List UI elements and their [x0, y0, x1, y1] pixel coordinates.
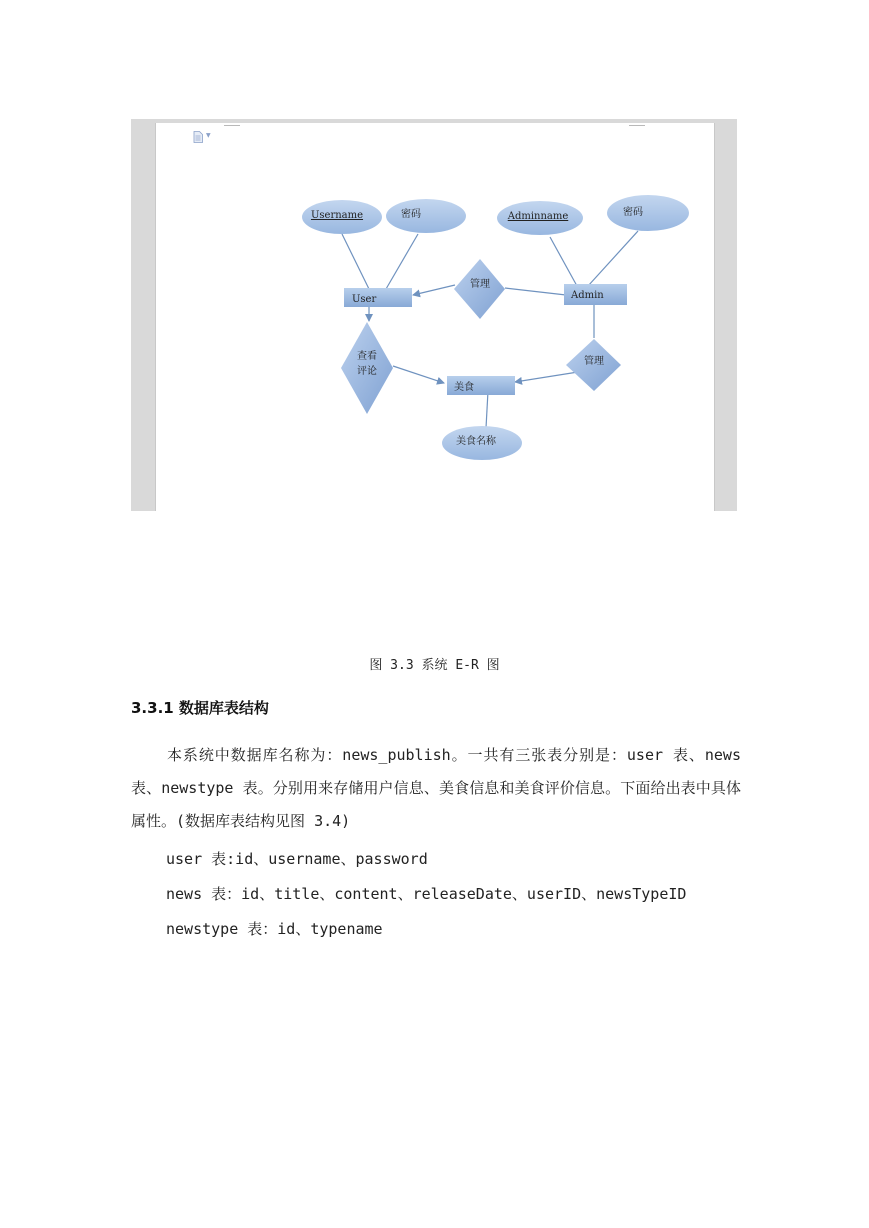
attribute-food-name-label: 美食名称 [456, 436, 496, 447]
connector-lines [342, 231, 638, 428]
relationship-manage-food-label: 管理 [584, 356, 604, 367]
attribute-username-label: Username [310, 210, 364, 221]
entity-user-label: User [352, 294, 377, 305]
relationship-view-comment-label-line1: 查看 [357, 351, 377, 362]
section-heading: 3.3.1 数据库表结构 [131, 699, 269, 717]
er-diagram-figure [131, 119, 737, 511]
attribute-adminname-label: Adminname [507, 211, 569, 222]
table-attributes-newstype: newstype 表：id、typename [166, 920, 383, 938]
relationship-manage-user-label: 管理 [470, 279, 490, 290]
attribute-admin-password-label: 密码 [623, 207, 643, 218]
er-diagram [131, 119, 737, 511]
body-paragraph: 本系统中数据库名称为：news_publish。一共有三张表分别是：user 表、news 表、newstype 表。分别用来存储用户信息、美食信息和美食评价信息。下面给出表中具体属性。(数据库表结构见图 3.4) [131, 746, 741, 830]
table-attributes-news: news 表：id、title、content、releaseDate、userID、newsTypeID [166, 885, 687, 903]
entity-food-label: 美食 [454, 382, 474, 393]
table-attributes-user: user 表:id、username、password [166, 850, 428, 868]
dropdown-caret-icon: ▼ [206, 132, 211, 139]
figure-caption: 图 3.3 系统 E-R 图 [369, 658, 500, 673]
attribute-admin-password [607, 195, 689, 231]
attribute-user-password [386, 199, 466, 233]
relationship-view-comment-label-line2: 评论 [357, 366, 377, 377]
entity-admin-label: Admin [571, 290, 604, 301]
attribute-user-password-label: 密码 [401, 209, 421, 220]
